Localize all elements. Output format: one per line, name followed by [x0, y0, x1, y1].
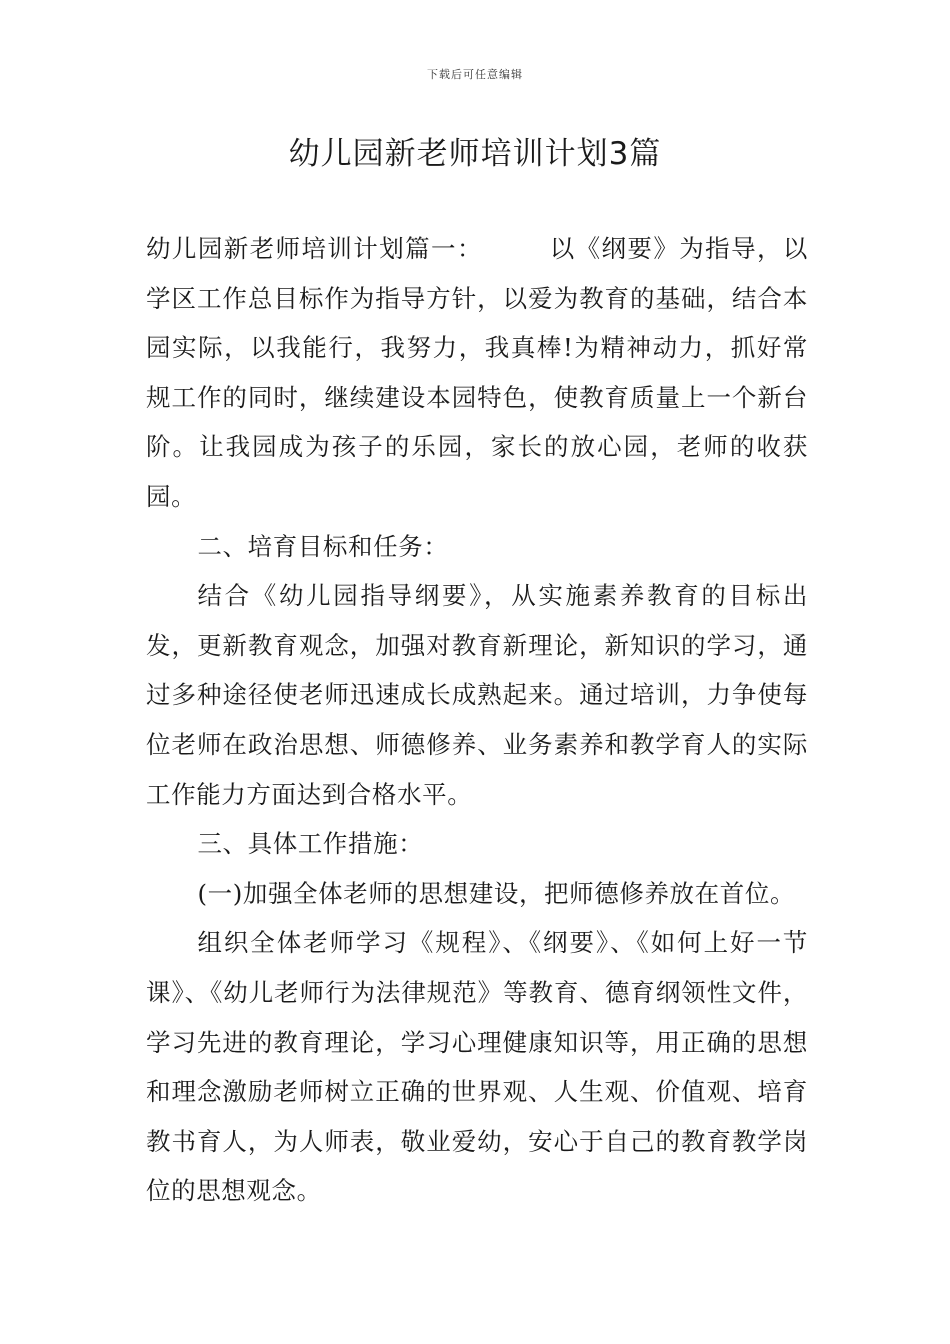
intro-body: 以《纲要》为指导，以学区工作总目标作为指导方针，以爱为教育的基础，结合本园实际，以我能行，我努力，我真棒!为精神动力，抓好常规工作的同时，继续建设本园特色，使教育质量上一个新台阶。让我园成为孩子的乐园，家长的放心园，老师的收获园。 [146, 234, 808, 511]
page-header-note: 下载后可任意编辑 [427, 68, 523, 81]
paragraph-goals: 结合《幼儿园指导纲要》，从实施素养教育的目标出发，更新教育观念，加强对教育新理论，新知识的学习，通过多种途径使老师迅速成长成熟起来。通过培训，力争使每位老师在政治思想、师德修养、业务素养和教学育人的实际工作能力方面达到合格水平。 [146, 581, 808, 809]
document-body [146, 224, 808, 1216]
section-heading-goals: 二、培育目标和任务： [197, 531, 449, 561]
subsection-heading-ethics: (一)加强全体老师的思想建设，把师德修养放在首位。 [197, 878, 796, 908]
section-heading-measures: 三、具体工作措施： [197, 829, 424, 859]
intro-lead: 幼儿园新老师培训计划篇一： [146, 234, 483, 263]
paragraph-ethics: 组织全体老师学习《规程》、《纲要》、《如何上好一节课》、《幼儿老师行为法律规范》等教育、德育纲领性文件，学习先进的教育理论，学习心理健康知识等，用正确的思想和理念激励老师树立正确的世界观、人生观、价值观、培育教书育人，为人师表，敬业爱幼，安心于自己的教育教学岗位的思想观念。 [146, 928, 808, 1206]
document-title: 幼儿园新老师培训计划3篇 [288, 136, 662, 172]
paragraph-intro [146, 224, 808, 522]
